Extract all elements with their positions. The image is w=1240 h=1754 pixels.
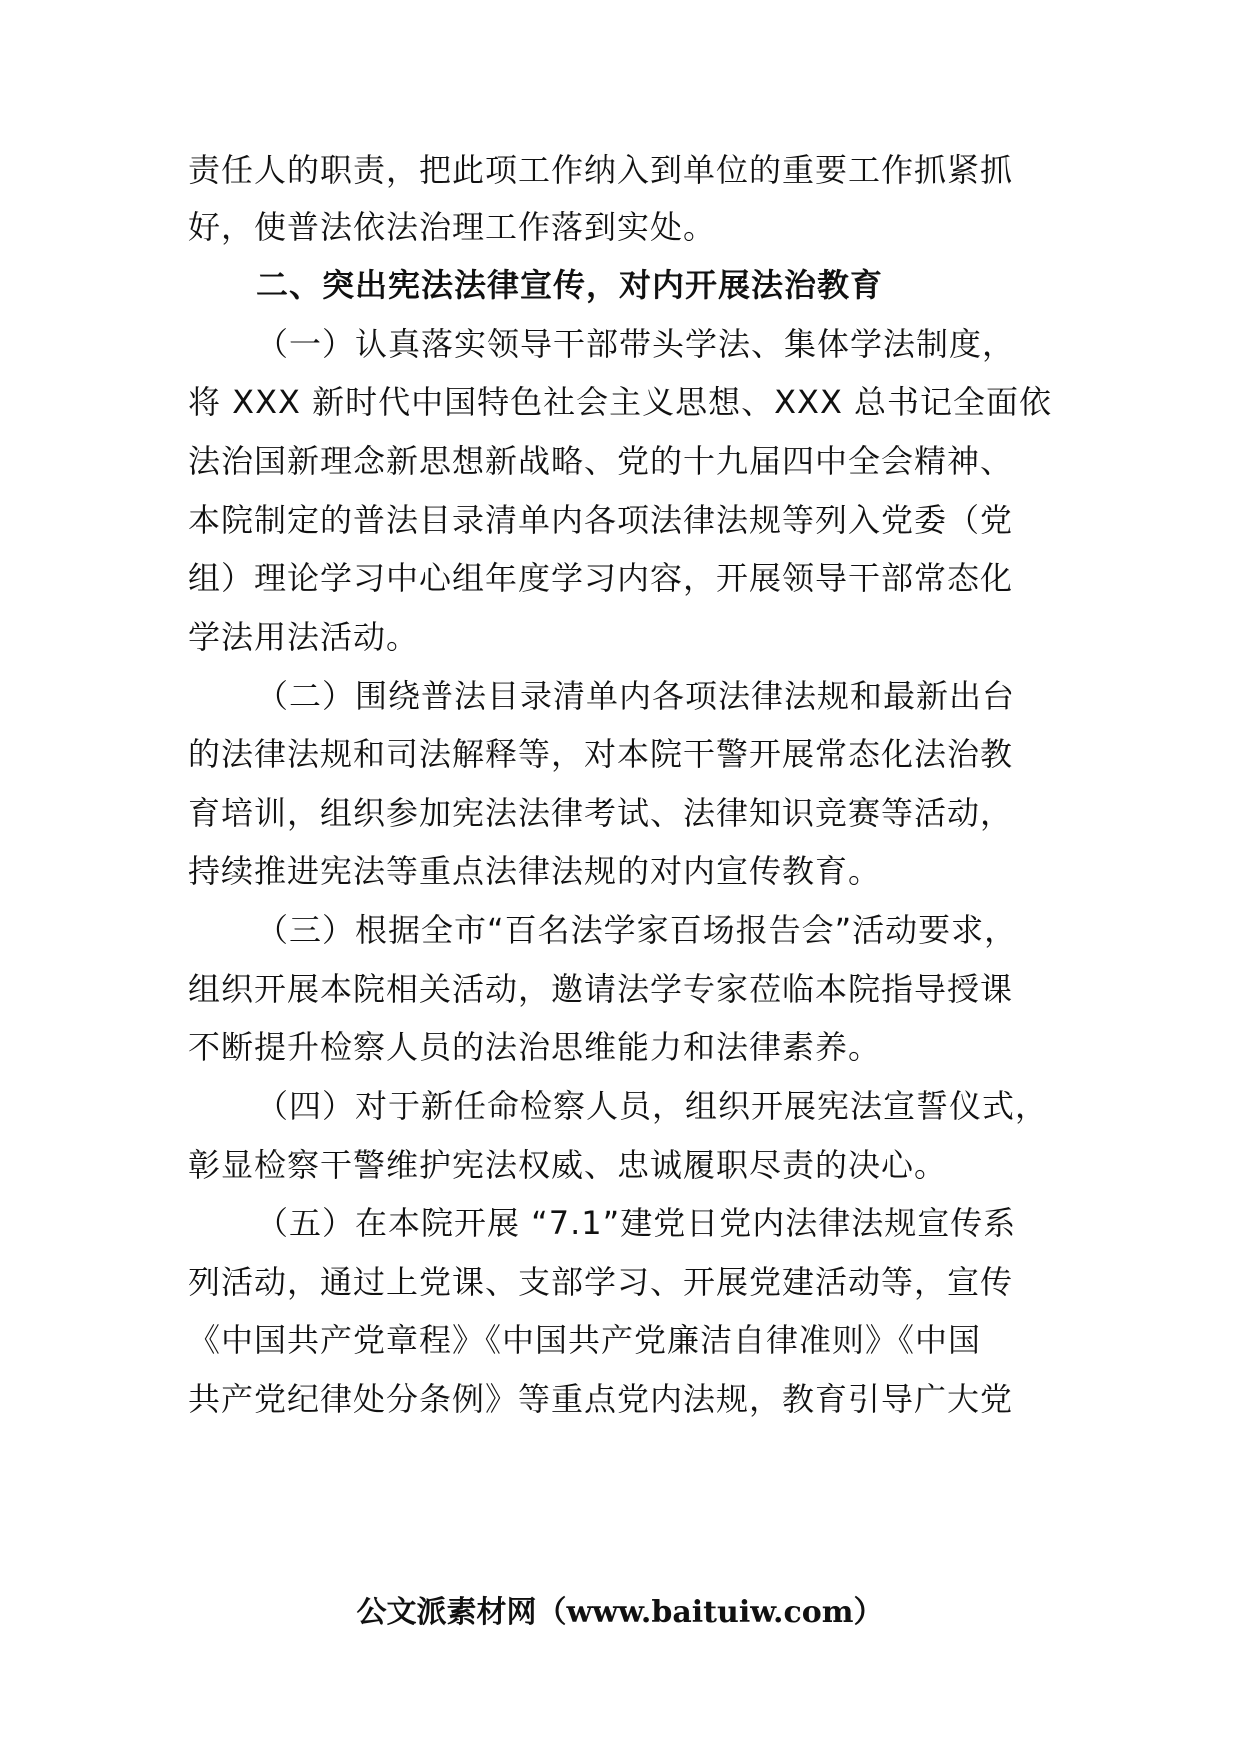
text-line: 学法用法活动。 [188, 618, 420, 656]
paragraph-start: （五）在本院开展 “7.1”建党日党内法律法规宣传系 [256, 1204, 1017, 1242]
paragraph-start: （一）认真落实领导干部带头学法、集体学法制度， [256, 325, 1016, 363]
text-line: 好，使普法依法治理工作落到实处。 [188, 208, 717, 246]
text-line: 本院制定的普法目录清单内各项法律法规等列入党委（党 [188, 501, 1014, 539]
paragraph-start: （二）围绕普法目录清单内各项法律法规和最新出台 [256, 677, 1016, 715]
text-line: 不断提升检察人员的法治思维能力和法律素养。 [188, 1028, 882, 1066]
text-line: 法治国新理念新思想新战略、党的十九届四中全会精神、 [188, 442, 1014, 480]
text-line: 育培训，组织参加宪法法律考试、法律知识竞赛等活动， [188, 794, 1014, 832]
paragraph-start: （三）根据全市“百名法学家百场报告会”活动要求， [256, 911, 1018, 949]
text-line: 责任人的职责，把此项工作纳入到单位的重要工作抓紧抓 [188, 151, 1014, 189]
text-line: 的法律法规和司法解释等，对本院干警开展常态化法治教 [188, 735, 1014, 773]
page-footer: 公文派素材网（www.baituiw.com） [356, 1595, 884, 1630]
text-line: 组织开展本院相关活动，邀请法学专家莅临本院指导授课 [188, 970, 1014, 1008]
section-heading: 二、突出宪法法律宣传，对内开展法治教育 [256, 266, 884, 304]
text-line: 彰显检察干警维护宪法权威、忠诚履职尽责的决心。 [188, 1146, 948, 1184]
paragraph-start: （四）对于新任命检察人员，组织开展宪法宣誓仪式， [256, 1087, 1049, 1125]
text-line: 将 XXX 新时代中国特色社会主义思想、XXX 总书记全面依 [188, 383, 1053, 421]
text-line: 组）理论学习中心组年度学习内容，开展领导干部常态化 [188, 559, 1014, 597]
text-line: 《中国共产党章程》《中国共产党廉洁自律准则》《中国 [188, 1321, 982, 1359]
text-line: 共产党纪律处分条例》等重点党内法规，教育引导广大党 [188, 1380, 1014, 1418]
text-line: 持续推进宪法等重点法律法规的对内宣传教育。 [188, 852, 882, 890]
text-line: 列活动，通过上党课、支部学习、开展党建活动等，宣传 [188, 1263, 1014, 1301]
